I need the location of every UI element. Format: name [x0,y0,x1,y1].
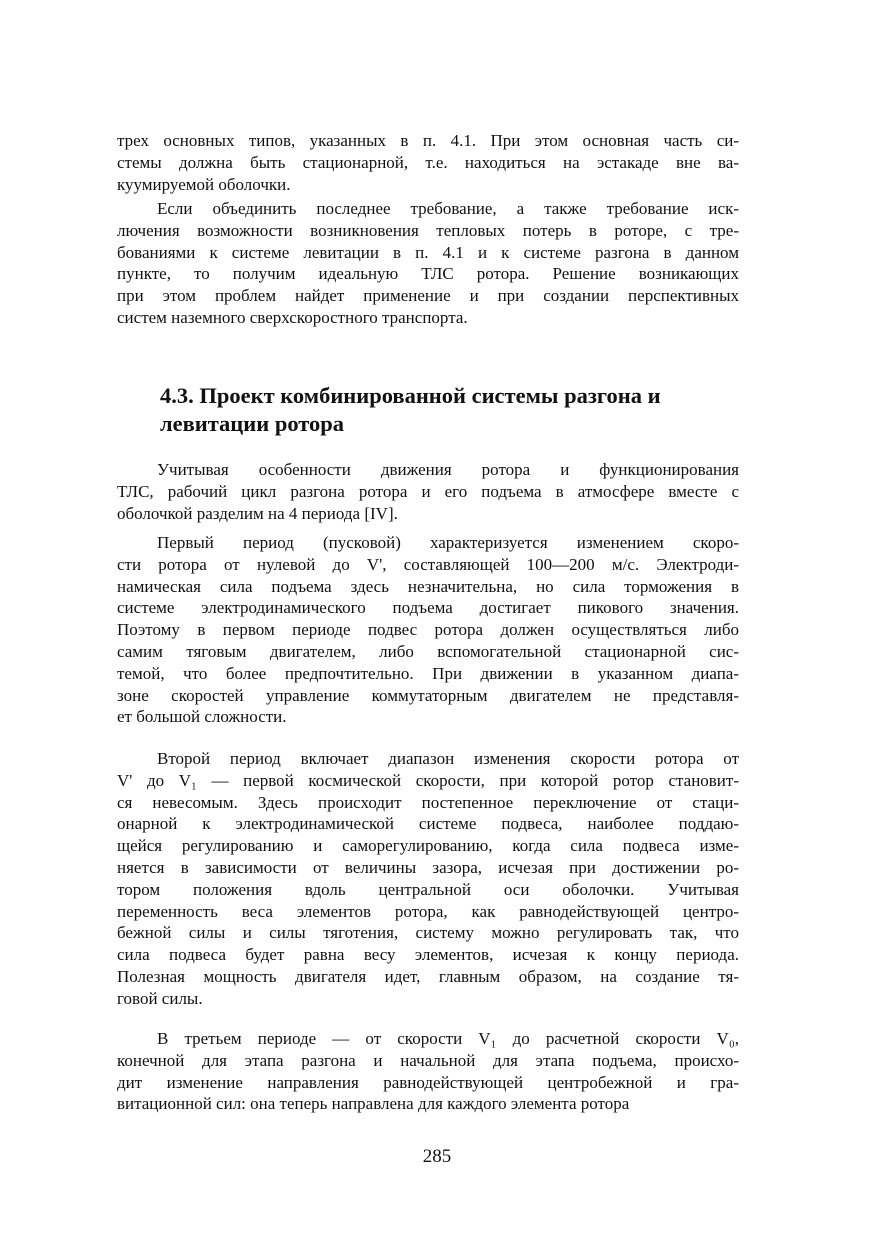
text-line: систем наземного сверхскоростного транспорта. [117,307,468,327]
text-line: бованиями к системе левитации в п. 4.1 и к системе разгона в данном [117,242,739,262]
text-line: ся невесомым. Здесь происходит постепенное переключение от стаци- [117,792,739,812]
text-line: Учитывая особенности движения ротора и функционирования [157,460,739,479]
text-line: Первый период (пусковой) характеризуется изменением скоро- [157,533,739,552]
paragraph-third-period [117,1028,739,1115]
paragraph-periods-intro [117,459,739,524]
text-line: конечной для этапа разгона и начальной для этапа подъема, происхо- [117,1050,739,1070]
heading-line: 4.3. Проект комбинированной системы разгона и [160,383,661,408]
page-number: 285 [422,1146,452,1167]
text-line: зоне скоростей управление коммутаторным двигателем не представля- [117,685,739,705]
text-line: трех основных типов, указанных в п. 4.1. При этом основная часть си- [117,131,739,150]
text-line: онарной к электродинамической системе подвеса, наиболее поддаю- [117,814,739,834]
text-line: тором положения вдоль центральной оси оболочки. Учитывая [117,879,739,899]
text-line: намическая сила подъема здесь незначительна, но сила торможения в [117,576,739,596]
text-line: В третьем периоде — от скорости V₁ до расчетной скорости V₀, [157,1029,739,1048]
text-line: переменность веса элементов ротора, как равнодействующей центро- [117,901,739,921]
text-line: ТЛС, рабочий цикл разгона ротора и его подъема в атмосфере вместе с [117,481,739,501]
text-line: бежной силы и силы тяготения, систему можно регулировать так, что [117,923,739,943]
text-line: дит изменение направления равнодействующей центробежной и гра- [117,1072,739,1092]
text-line: оболочкой разделим на 4 периода [IV]. [117,503,398,523]
text-line: говой силы. [117,988,203,1008]
text-line: самим тяговым двигателем, либо вспомогательной стационарной сис- [117,641,739,661]
text-line: сти ротора от нулевой до V', составляющей 100—200 м/с. Электроди- [117,554,739,574]
text-line: Полезная мощность двигателя идет, главным образом, на создание тя- [117,966,739,986]
paragraph-continuation [117,130,739,195]
text-line: V' до V₁ — первой космической скорости, при которой ротор становит- [117,770,739,790]
text-line: сила подвеса будет равна весу элементов, исчезая к концу периода. [117,945,739,965]
text-line: темой, что более предпочтительно. При движении в указанном диапа- [117,663,739,683]
paragraph-second-period [117,748,739,1010]
section-heading [160,382,740,438]
text-line: куумируемой оболочки. [117,174,291,194]
text-line: Поэтому в первом периоде подвес ротора должен осуществляться либо [117,620,739,640]
text-line: Если объединить последнее требование, а также требование иск- [157,199,739,218]
heading-line: левитации ротора [160,411,345,436]
text-line: ет большой сложности. [117,707,287,727]
text-line: Второй период включает диапазон изменения скорости ротора от [157,749,739,768]
text-line: системе электродинамического подъема достигает пикового значения. [117,598,739,618]
text-line: щейся регулированию и саморегулированию, когда сила подвеса изме- [117,836,739,856]
text-line: витационной сил: она теперь направлена для каждого элемента ротора [117,1094,630,1114]
text-line: лючения возможности возникновения тепловых потерь в роторе, с тре- [117,220,739,240]
text-line: няется в зависимости от величины зазора, исчезая при достижении ро- [117,857,739,877]
text-line: стемы должна быть стационарной, т.е. находиться на эстакаде вне ва- [117,152,739,172]
paragraph-ideal-tls [117,198,739,329]
text-line: при этом проблем найдет применение и при создании перспективных [117,286,739,306]
text-line: пункте, то получим идеальную ТЛС ротора. Решение возникающих [117,264,739,284]
paragraph-first-period [117,532,739,728]
